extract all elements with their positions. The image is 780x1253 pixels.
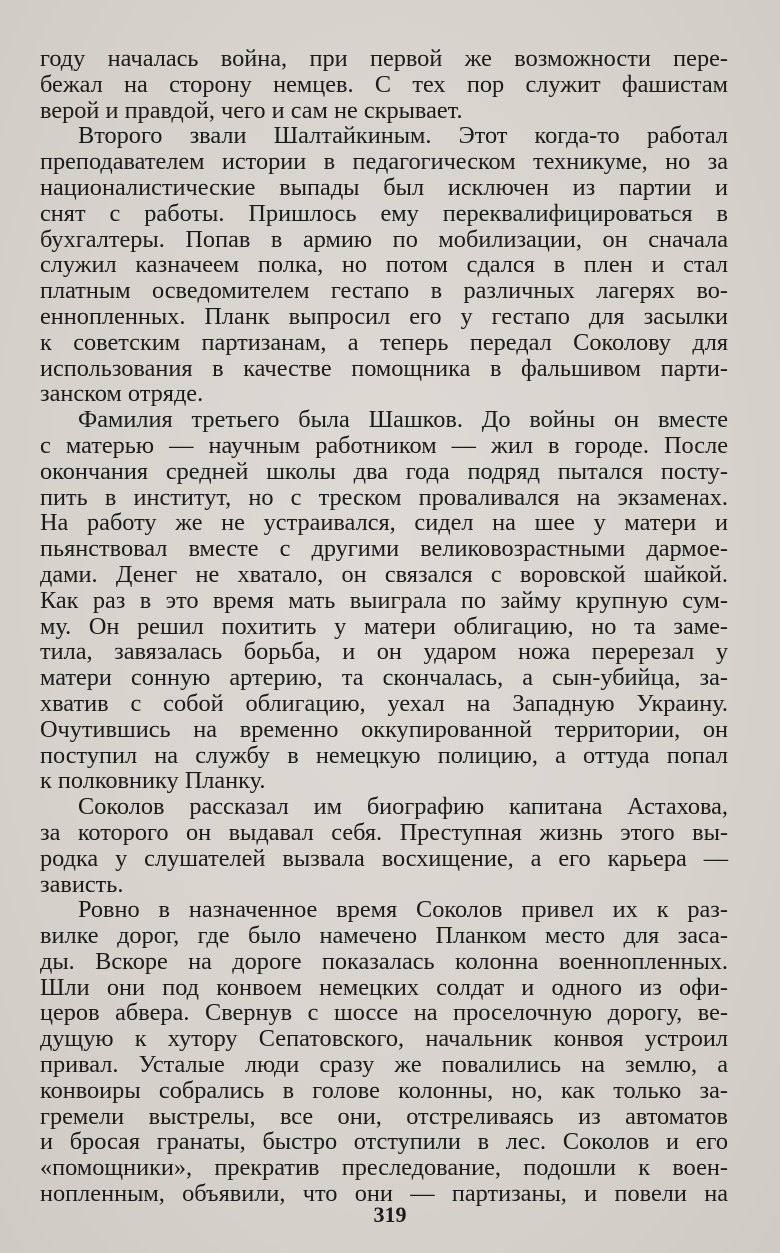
text-line: «помощники», прекратив преследование, подошли к воен-	[40, 1154, 728, 1182]
text-line: зависть.	[40, 870, 124, 898]
text-line: бежал на сторону немцев. С тех пор служит фашистам	[40, 70, 728, 98]
text-line: нопленным, объявили, что они — партизаны, и повели на	[40, 1180, 728, 1208]
text-line: Очутившись на временно оккупированной территории, он	[40, 715, 728, 743]
text-line: привал. Усталые люди сразу же повалились на землю, а	[40, 1051, 728, 1079]
text-line: к советским партизанам, а теперь передал Соколову для	[40, 328, 728, 356]
text-line: за которого он выдавал себя. Преступная жизнь этого вы-	[40, 818, 728, 846]
text-line: с матерью — научным работником — жил в городе. После	[40, 431, 728, 459]
text-line: использования в качестве помощника в фальшивом парти-	[40, 354, 728, 382]
text-line: гремели выстрелы, все они, отстреливаясь из автоматов	[40, 1102, 728, 1130]
text-line: хватив с собой облигацию, уехал на Западную Украину.	[40, 689, 728, 717]
text-line: му. Он решил похитить у матери облигацию, но та заме-	[40, 612, 728, 640]
text-line: году началась война, при первой же возможности пере-	[40, 45, 728, 72]
text-line: ды. Вскоре на дороге показалась колонна военнопленных.	[40, 947, 728, 975]
text-line: верой и правдой, чего и сам не скрывает.	[40, 96, 463, 124]
text-line: и бросая гранаты, быстро отступили в лес. Соколов и его	[40, 1128, 728, 1156]
paragraph	[40, 897, 728, 1207]
text-line: Шли они под конвоем немецких солдат и одного из офи-	[40, 973, 728, 1001]
text-line: церов абвера. Свернув с шоссе на проселочную дорогу, ве-	[40, 999, 728, 1027]
text-line: пьянствовал вместе с другими великовозрастными дармое-	[40, 535, 728, 563]
text-line: Как раз в это время мать выиграла по займу крупную сум-	[40, 586, 728, 614]
text-line: дущую к хутору Сепатовского, начальник конвоя устроил	[40, 1025, 728, 1053]
text-line: поступил на службу в немецкую полицию, а оттуда попал	[40, 741, 728, 769]
text-line: дами. Денег не хватало, он связался с воровской шайкой.	[40, 560, 728, 588]
text-line: националистические выпады был исключен из партии и	[40, 173, 728, 201]
text-line: родка у слушателей вызвала восхищение, а его карьера —	[40, 844, 728, 872]
text-line: пить в институт, но с треском проваливался на экзаменах.	[40, 483, 728, 511]
text-line: занском отряде.	[40, 380, 204, 408]
text-line: снят с работы. Пришлось ему переквалифицироваться в	[40, 199, 728, 227]
text-line: еннопленных. Планк выпросил его у гестапо для засылки	[40, 302, 728, 330]
paragraph	[40, 123, 728, 407]
text-line: Соколов рассказал им биографию капитана Астахова,	[78, 793, 728, 821]
paragraph	[40, 407, 728, 794]
text-line: вилке дорог, где было намечено Планком место для заса-	[40, 922, 728, 950]
text-line: На работу же не устраивался, сидел на шее у матери и	[40, 509, 728, 537]
paragraph	[40, 46, 728, 123]
text-line: служил казначеем полка, но потом сдался в плен и стал	[40, 251, 728, 279]
text-line: Ровно в назначенное время Соколов привел их к раз-	[78, 896, 728, 924]
text-line: матери сонную артерию, та скончалась, а сын-убийца, за-	[40, 664, 728, 692]
page-number: 319	[373, 1202, 407, 1227]
text-line: к полковнику Планку.	[40, 767, 266, 795]
paragraph	[40, 794, 728, 897]
text-line: окончания средней школы два года подряд пытался посту-	[40, 457, 728, 485]
text-line: преподавателем истории в педагогическом техникуме, но за	[40, 148, 728, 176]
text-line: Фамилия третьего была Шашков. До войны он вместе	[78, 406, 728, 434]
text-line: тила, завязалась борьба, и он ударом ножа перерезал у	[40, 638, 728, 666]
text-line: платным осведомителем гестапо в различных лагерях во-	[40, 277, 728, 305]
text-line: Второго звали Шалтайкиным. Этот когда-то работал	[78, 122, 728, 150]
text-line: конвоиры собрались в голове колонны, но, как только за-	[40, 1076, 728, 1104]
text-line: бухгалтеры. Попав в армию по мобилизации, он сначала	[40, 225, 728, 253]
body-text	[40, 46, 728, 1207]
